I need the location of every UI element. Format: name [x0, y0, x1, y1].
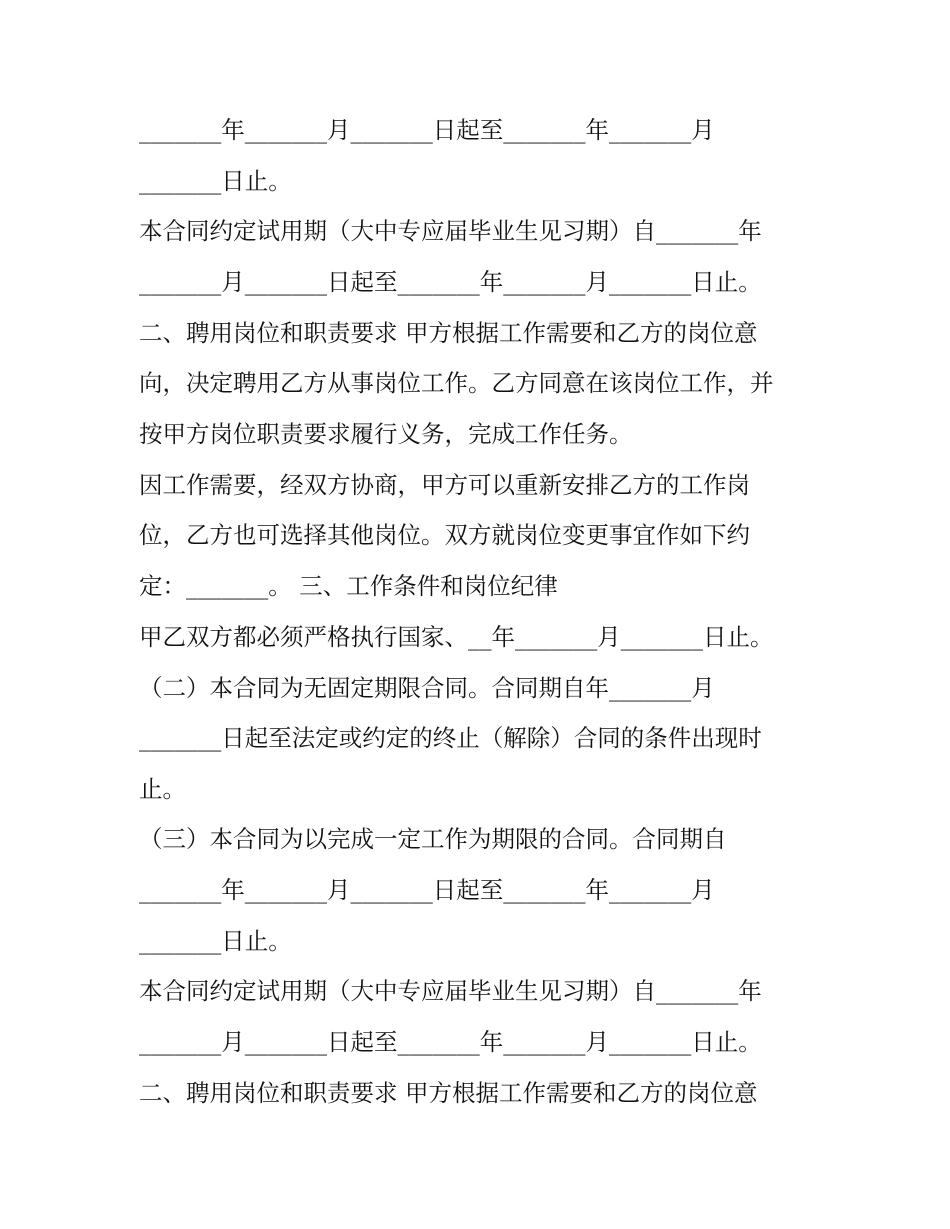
- text-line: _______日止。: [139, 927, 292, 955]
- text-line: 二、聘用岗位和职责要求 甲方根据工作需要和乙方的岗位意: [139, 319, 758, 347]
- text-line: 二、聘用岗位和职责要求 甲方根据工作需要和乙方的岗位意: [139, 1079, 758, 1107]
- text-line: （三）本合同为以完成一定工作为期限的合同。合同期自: [139, 825, 727, 853]
- text-line: 位，乙方也可选择其他岗位。双方就岗位变更事宜作如下约: [139, 521, 750, 549]
- text-line: _______月_______日起至_______年_______月_______日止。: [139, 1028, 762, 1056]
- text-line: _______日止。: [139, 167, 292, 195]
- text-line: （二）本合同为无固定期限合同。合同期自年_______月: [139, 674, 715, 702]
- text-line: _______年_______月_______日起至_______年_______月: [139, 876, 715, 904]
- text-line: 止。: [139, 775, 186, 803]
- text-line: 甲乙双方都必须严格执行国家、__年_______月_______日止。: [139, 623, 774, 651]
- text-line: _______月_______日起至_______年_______月_______日止。: [139, 268, 762, 296]
- text-line: 因工作需要，经双方协商，甲方可以重新安排乙方的工作岗: [139, 471, 750, 499]
- text-line: _______年_______月_______日起至_______年_______月: [139, 116, 715, 144]
- text-line: 本合同约定试用期（大中专应届毕业生见习期）自_______年: [139, 217, 762, 245]
- text-line: 定：_______。 三、工作条件和岗位纪律: [139, 572, 558, 600]
- text-line: 按甲方岗位职责要求履行义务，完成工作任务。: [139, 420, 633, 448]
- text-line: _______日起至法定或约定的终止（解除）合同的条件出现时: [139, 724, 762, 752]
- text-line: 向，决定聘用乙方从事岗位工作。乙方同意在该岗位工作，并: [139, 369, 774, 397]
- text-line: 本合同约定试用期（大中专应届毕业生见习期）自_______年: [139, 977, 762, 1005]
